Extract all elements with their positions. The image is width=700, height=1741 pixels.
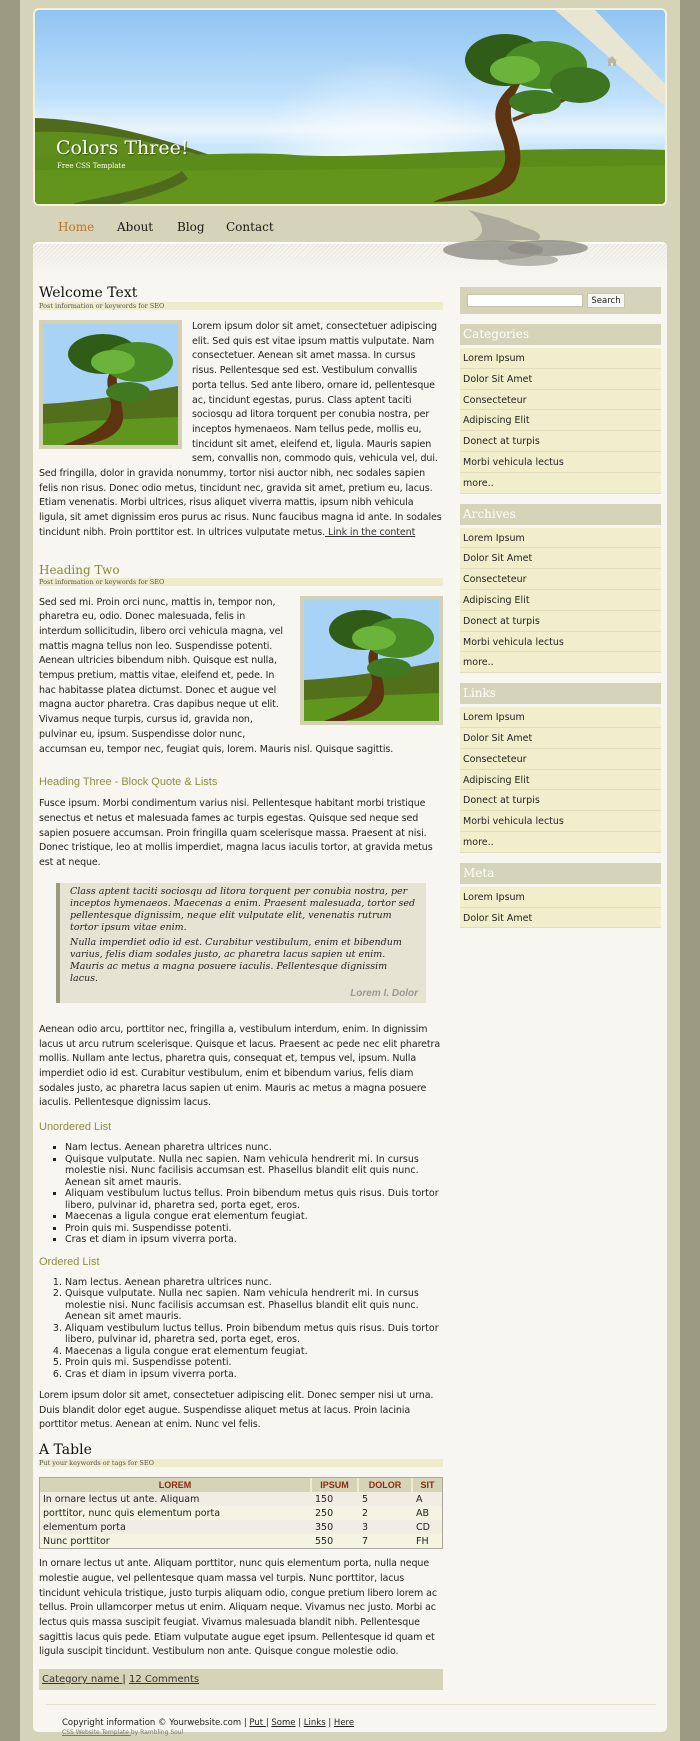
column-header-dolor: DOLOR bbox=[359, 1478, 413, 1492]
footer-link-some[interactable]: Some bbox=[271, 1718, 296, 1728]
footer-link-links[interactable]: Links bbox=[303, 1718, 326, 1728]
column-header-sit: SIT bbox=[413, 1478, 442, 1492]
list-item: 4. Maecenas a ligula congue erat elementum feugiat. bbox=[65, 1346, 443, 1358]
sidebar-link[interactable]: Morbi vehicula lectus bbox=[460, 811, 661, 832]
table-cell: 2 bbox=[359, 1506, 413, 1520]
sidebar-link[interactable]: Dolor Sit Amet bbox=[460, 548, 661, 569]
quote-paragraph-1: Class aptent taciti sociosqu ad litora torquent per conubia nostra, per inceptos hymenaeos. Maecenas a enim. Praesent malesuada, tortor sed pellentesque dignissim, neque elit vulputate elit, venenatis rutrum tortor ipsum vitae enim. bbox=[70, 885, 416, 933]
meta-separator: | bbox=[122, 1674, 126, 1686]
list-item: 3. Aliquam vestibulum luctus tellus. Proin bibendum metus quis risus. Duis tortor libero, pulvinar id, pharetra sed, porta eget, eros. bbox=[65, 1323, 443, 1346]
sidebar-link[interactable]: Adipiscing Elit bbox=[460, 410, 661, 431]
site-subtitle: Free CSS Template bbox=[57, 162, 126, 170]
table-cell: 350 bbox=[312, 1520, 359, 1534]
quote-cite: Lorem I. Dolor bbox=[350, 987, 418, 999]
sidebar-link[interactable]: Donect at turpis bbox=[460, 790, 661, 811]
list-item: 6. Cras et diam in ipsum viverra porta. bbox=[65, 1369, 443, 1381]
credit-text: by Rambling Soul bbox=[130, 1729, 184, 1736]
sidebar-link[interactable]: Adipiscing Elit bbox=[460, 770, 661, 791]
sidebar-link[interactable]: Morbi vehicula lectus bbox=[460, 632, 661, 653]
welcome-image bbox=[39, 320, 182, 449]
table-heading: A Table bbox=[39, 1442, 92, 1459]
widget-title: Meta bbox=[460, 863, 661, 884]
table-row bbox=[40, 1520, 442, 1534]
sidebar-more-link[interactable]: more.. bbox=[460, 832, 661, 853]
table-row bbox=[40, 1534, 442, 1548]
widget-meta bbox=[460, 863, 661, 929]
list-item: ▪ Maecenas a ligula congue erat elementum feugiat. bbox=[65, 1211, 443, 1223]
sidebar-link[interactable]: Donect at turpis bbox=[460, 431, 661, 452]
nav-about[interactable]: About bbox=[117, 220, 154, 234]
table-cell: elementum porta bbox=[40, 1520, 312, 1534]
table-cell: 5 bbox=[359, 1492, 413, 1506]
widget-archives bbox=[460, 504, 661, 674]
widget-links bbox=[460, 683, 661, 853]
sidebar-link[interactable]: Adipiscing Elit bbox=[460, 590, 661, 611]
sidebar-link[interactable]: Lorem Ipsum bbox=[460, 348, 661, 369]
list-item: 5. Proin quis mi. Suspendisse potenti. bbox=[65, 1357, 443, 1369]
page-wrapper bbox=[20, 0, 680, 1741]
site-title[interactable]: Colors Three! bbox=[56, 137, 189, 159]
table-cell: A bbox=[413, 1492, 442, 1506]
sidebar-link[interactable]: Lorem Ipsum bbox=[460, 887, 661, 908]
table-cell: AB bbox=[413, 1506, 442, 1520]
list-item: ▪ Nam lectus. Aenean pharetra ultrices nunc. bbox=[65, 1142, 443, 1154]
footer-link-here[interactable]: Here bbox=[333, 1718, 355, 1728]
list-item: ▪ Proin quis mi. Suspendisse potenti. bbox=[65, 1223, 443, 1235]
sidebar-more-link[interactable]: more.. bbox=[460, 652, 661, 673]
widget-title: Archives bbox=[460, 504, 661, 525]
sidebar-link[interactable]: Dolor Sit Amet bbox=[460, 369, 661, 390]
table-cell: 7 bbox=[359, 1534, 413, 1548]
after-quote-body: Aenean odio arcu, porttitor nec, fringilla a, vestibulum interdum, enim. In dignissim lacus ut arcu rutrum scelerisque. Quisque et lacus. Praesent ac pede nec elit pharetra mollis. Nullam ante lectus, pharetra quis, consequat et, tempus vel, ipsum. Nulla imperdiet odio id est. Curabitur vestibulum, enim et bibendum varius, felis diam sodales justo, ac pharetra lacus sapien ut enim. Mauris ac metus a magna posuere iaculis. Pellentesque dignissim lacus. bbox=[39, 1023, 441, 1109]
table-row bbox=[40, 1492, 442, 1506]
list-item: 1. Nam lectus. Aenean pharetra ultrices nunc. bbox=[65, 1277, 443, 1289]
sidebar-link[interactable]: Morbi vehicula lectus bbox=[460, 452, 661, 473]
comments-link[interactable]: 12 Comments bbox=[128, 1674, 200, 1686]
column-header-lorem: LOREM bbox=[40, 1478, 312, 1492]
heading-two-image bbox=[300, 596, 443, 725]
sidebar-link[interactable]: Lorem Ipsum bbox=[460, 528, 661, 549]
nav-home[interactable]: Home bbox=[58, 220, 95, 234]
table-cell: In ornare lectus ut ante. Aliquam bbox=[40, 1492, 312, 1506]
widget-title: Links bbox=[460, 683, 661, 704]
heading-three-body: Fusce ipsum. Morbi condimentum varius nisi. Pellentesque habitant morbi tristique senectus et netus et malesuada fames ac turpis egestas. Quisque sed neque sed sapien posuere accumsan. Proin fringilla quam scelerisque massa. Praesent at nisi. Donec tristique, leo at mollis imperdiet, magna lacus iaculis tortor, at gravida metus est at neque. bbox=[39, 798, 433, 869]
nav-blog[interactable]: Blog bbox=[177, 220, 205, 234]
table-cell: FH bbox=[413, 1534, 442, 1548]
table-cell: 250 bbox=[312, 1506, 359, 1520]
tree-image bbox=[304, 600, 439, 721]
content-link[interactable]: Link in the content bbox=[325, 526, 416, 538]
home-icon[interactable] bbox=[606, 55, 618, 67]
tree-image bbox=[43, 324, 178, 445]
table-cell: 3 bbox=[359, 1520, 413, 1534]
landscape-illustration bbox=[35, 10, 667, 206]
welcome-heading: Welcome Text bbox=[39, 285, 138, 301]
search-button[interactable]: Search bbox=[587, 293, 625, 308]
list-item: ▪ Quisque vulputate. Nulla nec sapien. Nam vehicula hendrerit mi. In cursus molestie nisi. Nunc facilisis accumsan est. Phasellus blandit elit quis nunc. Aenean sit amet mauris. bbox=[65, 1154, 443, 1189]
table-cell: porttitor, nunc quis elementum porta bbox=[40, 1506, 312, 1520]
sidebar-link[interactable]: Consecteteur bbox=[460, 390, 661, 411]
widget-title: Categories bbox=[460, 324, 661, 345]
list-item: ▪ Aliquam vestibulum luctus tellus. Proin bibendum metus quis risus. Duis tortor libero, pulvinar id, pharetra sed, porta eget, eros. bbox=[65, 1188, 443, 1211]
heading-three: Heading Three - Block Quote & Lists bbox=[39, 776, 218, 789]
main-content bbox=[39, 285, 443, 1690]
table-header-row bbox=[40, 1478, 442, 1492]
sidebar-link[interactable]: Consecteteur bbox=[460, 749, 661, 770]
heading-two: Heading Two bbox=[39, 562, 120, 577]
category-link[interactable]: Category name bbox=[42, 1674, 123, 1686]
nav-contact[interactable]: Contact bbox=[226, 220, 274, 234]
data-table bbox=[39, 1477, 443, 1549]
heading-two-seo-line: Post information or keywords for SEO bbox=[39, 578, 443, 586]
welcome-seo-line: Post information or keywords for SEO bbox=[39, 302, 443, 310]
tree-shadow bbox=[438, 200, 598, 270]
sidebar-link[interactable]: Dolor Sit Amet bbox=[460, 728, 661, 749]
table-row bbox=[40, 1506, 442, 1520]
sidebar bbox=[460, 287, 661, 938]
table-cell: CD bbox=[413, 1520, 442, 1534]
sidebar-link[interactable]: Donect at turpis bbox=[460, 611, 661, 632]
table-seo-line: Put your keywords or tags for SEO bbox=[39, 1459, 443, 1467]
copyright-text: Copyright information © Yourwebsite.com bbox=[62, 1718, 242, 1728]
footer: Copyright information © Yourwebsite.com | Put | Some | Links | Here CSS Website Template by Rambling Soul bbox=[62, 1718, 355, 1736]
header-banner bbox=[33, 8, 667, 206]
blockquote bbox=[56, 883, 426, 1003]
ordered-list-heading: Ordered List bbox=[39, 1255, 100, 1268]
sidebar-more-link[interactable]: more.. bbox=[460, 473, 661, 494]
list-item: 2. Quisque vulputate. Nulla nec sapien. Nam vehicula hendrerit mi. In cursus molestie nisi. Nunc facilisis accumsan est. Phasellus blandit elit quis nunc. Aenean sit amet mauris. bbox=[65, 1288, 443, 1323]
footer-divider bbox=[46, 1704, 656, 1705]
post-meta-bar bbox=[39, 1669, 443, 1690]
table-cell: 150 bbox=[312, 1492, 359, 1506]
sidebar-link[interactable]: Lorem Ipsum bbox=[460, 707, 661, 728]
after-lists-body: Lorem ipsum dolor sit amet, consectetuer adipiscing elit. Donec semper nisi ut urna. Duis blandit dolor eget augue. Suspendisse aliquet metus at lacus. Proin lacinia porttitor metus. Aenean at enim. Nunc vel felis. bbox=[39, 1390, 434, 1431]
sidebar-link[interactable]: Dolor Sit Amet bbox=[460, 908, 661, 929]
welcome-body: Lorem ipsum dolor sit amet, consectetuer adipiscing elit. Sed quis est vitae ipsum mattis vulputate. Nam consectetuer. Aenean sit amet massa. In cursus risus. Pellentesque sed est. Vestibulum convallis porta tellus. Sed ante libero, ornare id, pellentesque ac, tincidunt egestas, purus. Class aptent taciti sociosqu ad litora torquent per conubia nostra, per inceptos hymenaeos. Nam tellus pede, mollis eu, tincidunt sit amet, eleifend et, ligula. Mauris sapien sem, convallis non, commodo quis, vehicula vel, dui. Sed fringilla, dolor in gravida nonummy, tortor nisi auctor nibh, nec sodales sapien felis non risus. Donec odio metus, tincidunt nec, gravida sit amet, pretium eu, lacus. Etiam venenatis. Morbi ultrices, risus aliquet viverra mattis, ipsum nibh vehicula ligula, sit amet dignissim eros purus ac risus. Nunc faucibus magna id ante. In sodales tincidunt nibh. Proin porttitor est. In ultrices vulputate metus. bbox=[39, 321, 442, 538]
template-credit-link[interactable]: CSS Website Template bbox=[62, 1729, 131, 1736]
list-item: ▪ Cras et diam in ipsum viverra porta. bbox=[65, 1234, 443, 1246]
table-cell: Nunc porttitor bbox=[40, 1534, 312, 1548]
ordered-list bbox=[65, 1277, 443, 1381]
sidebar-link[interactable]: Consecteteur bbox=[460, 569, 661, 590]
widget-categories bbox=[460, 324, 661, 494]
quote-paragraph-2: Nulla imperdiet odio id est. Curabitur vestibulum, enim et bibendum varius, felis diam sodales justo, ac pharetra lacus sapien ut enim. Mauris ac metus a magna posuere iaculis. Pellentesque dignissim lacus. bbox=[70, 936, 402, 984]
unordered-list bbox=[65, 1142, 443, 1246]
unordered-list-heading: Unordered List bbox=[39, 1121, 112, 1134]
search-input[interactable] bbox=[467, 294, 583, 307]
after-table-body: In ornare lectus ut ante. Aliquam porttitor, nunc quis elementum porta, nulla neque molestie augue, vel pellentesque quam massa vel turpis. Nunc porttitor, lacus tincidunt vehicula tristique, justo turpis aliquam odio, congue pretium libero lorem ac tellus. Proin ullamcorper metus ut enim. Aliquam neque. Vivamus nec justo. Morbi ac lectus quis massa suscipit feugiat. Vivamus malesuada blandit nibh. Pellentesque sagittis lacus quis pede. Etiam vulputate augue eget ipsum. Pellentesque id quam et ligula suscipit tincidunt. Vestibulum non ante. Quisque congue molestie odio. bbox=[39, 1558, 437, 1658]
heading-two-body: Sed sed mi. Proin orci nunc, mattis in, tempor non, pharetra eu, odio. Donec malesuada, felis in interdum sollicitudin, libero orci vehicula magna, vel mattis magna tellus non leo. Suspendisse potenti. Aenean ultricies bibendum nibh. Quisque est nulla, tempus pretium, mattis vitae, eleifend et, pede. In hac habitasse platea dictumst. Donec et augue vel magna auctor pharetra. Cras dapibus neque ut elit. Vivamus neque turpis, cursus id, gravida non, pulvinar eu, ipsum. Suspendisse dolor nunc, accumsan eu, tempor nec, feugiat quis, lorem. Mauris nisl. Quisque sagittis. bbox=[39, 596, 394, 755]
footer-link-put[interactable]: Put bbox=[249, 1718, 266, 1728]
search-box bbox=[460, 287, 661, 314]
table-cell: 550 bbox=[312, 1534, 359, 1548]
column-header-ipsum: IPSUM bbox=[312, 1478, 359, 1492]
